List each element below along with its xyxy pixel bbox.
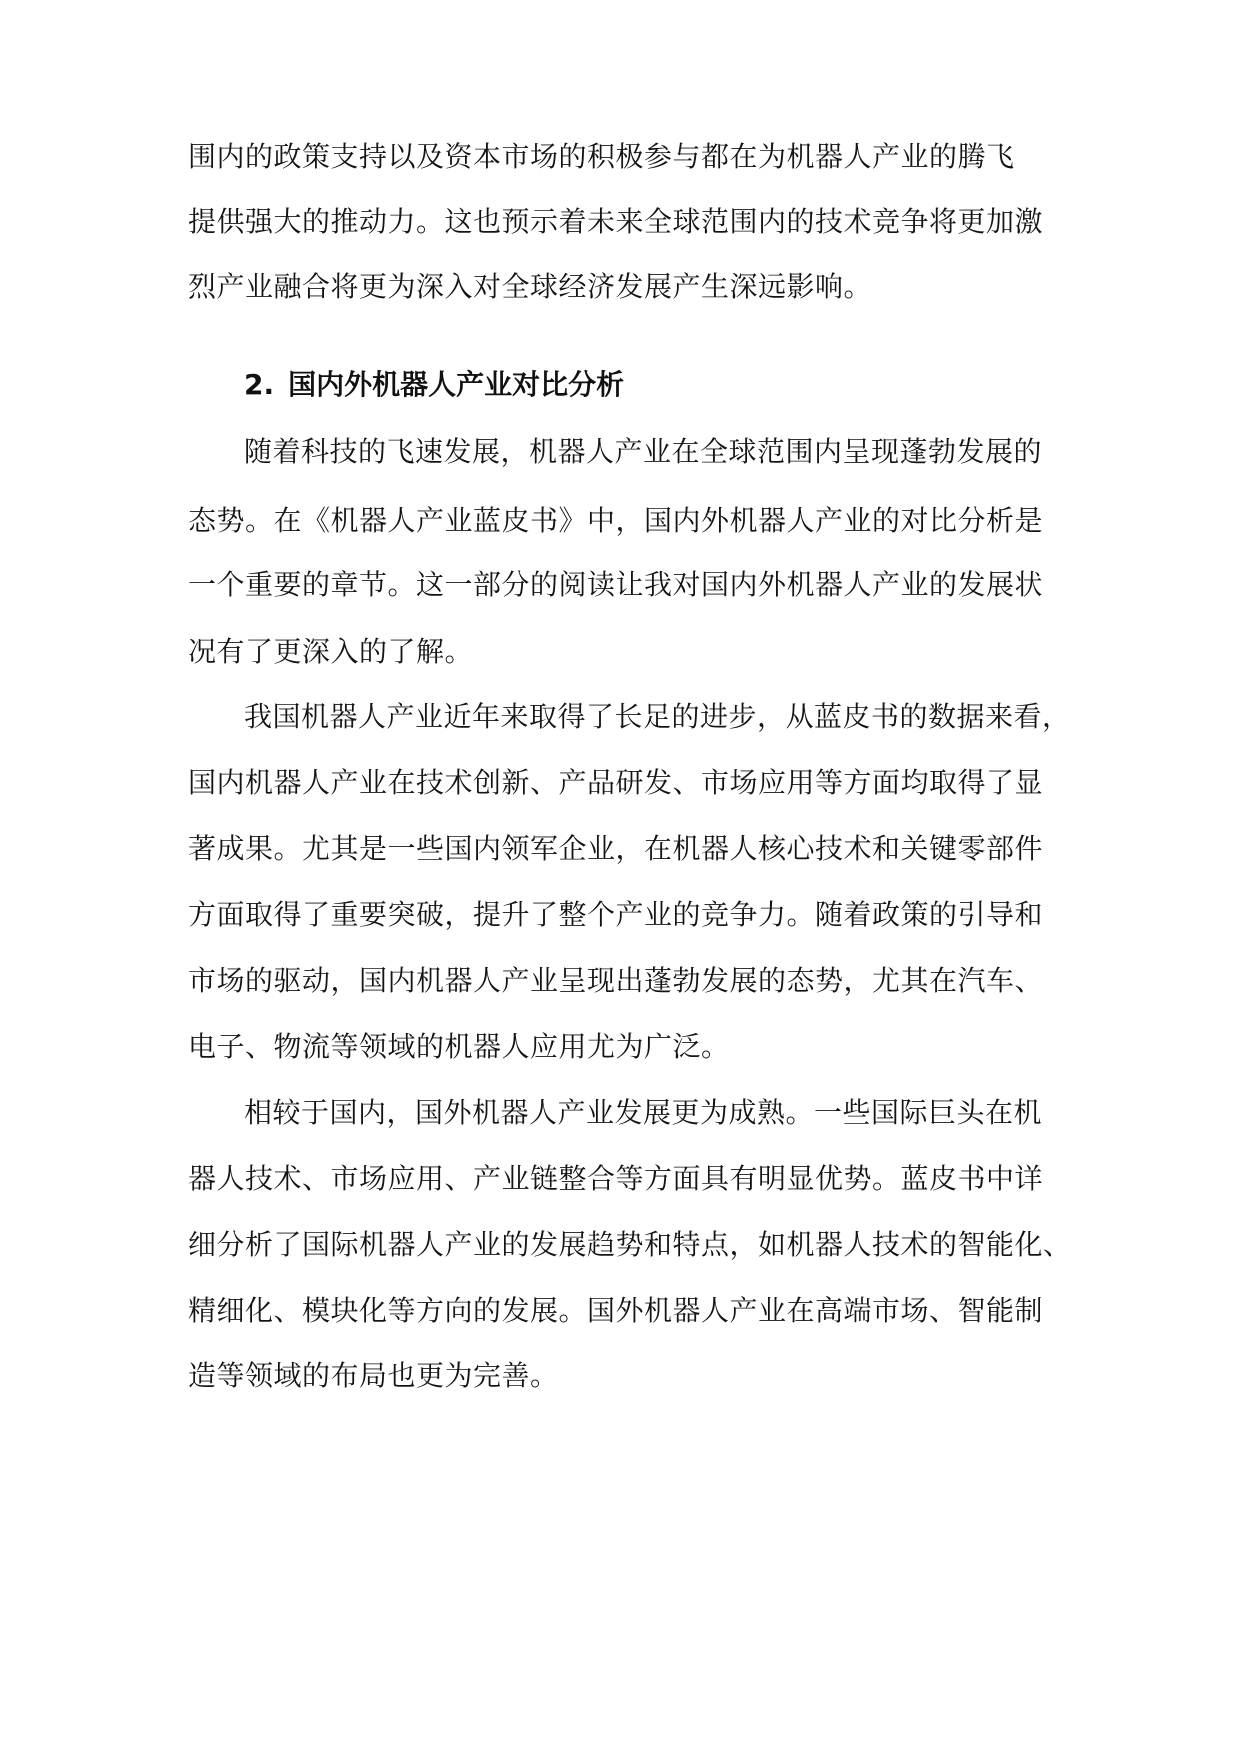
section-title: 国内外机器人产业对比分析 [288, 368, 625, 401]
section-number: 2. [244, 368, 275, 401]
section-heading [244, 355, 1044, 415]
text-line: 况有了更深入的了解。 [188, 635, 474, 668]
text-line: 造等领域的布局也更为完善。 [188, 1359, 559, 1392]
text-line: 相较于国内，国外机器人产业发展更为成熟。一些国际巨头在机 [244, 1096, 1043, 1129]
text-line: 方面取得了重要突破，提升了整个产业的竞争力。随着政策的引导和 [188, 898, 1044, 931]
text-line: 烈产业融合将更为深入对全球经济发展产生深远影响。 [188, 270, 873, 303]
text-line: 随着科技的飞速发展，机器人产业在全球范围内呈现蓬勃发展的 [244, 435, 1043, 468]
text-line: 电子、物流等领域的机器人应用尤为广泛。 [188, 1030, 730, 1063]
text-line: 精细化、模块化等方向的发展。国外机器人产业在高端市场、智能制 [188, 1294, 1044, 1327]
text-line: 一个重要的章节。这一部分的阅读让我对国内外机器人产业的发展状 [188, 568, 1044, 601]
text-line: 著成果。尤其是一些国内领军企业，在机器人核心技术和关键零部件 [188, 832, 1044, 865]
text-line: 提供强大的推动力。这也预示着未来全球范围内的技术竞争将更加激 [188, 205, 1044, 238]
text-line: 细分析了国际机器人产业的发展趋势和特点，如机器人技术的智能化、 [188, 1228, 1072, 1261]
text-line: 市场的驱动，国内机器人产业呈现出蓬勃发展的态势，尤其在汽车、 [188, 964, 1044, 997]
text-line: 态势。在《机器人产业蓝皮书》中，国内外机器人产业的对比分析是 [188, 504, 1044, 537]
text-line: 国内机器人产业在技术创新、产品研发、市场应用等方面均取得了显 [188, 766, 1044, 799]
text-line: 围内的政策支持以及资本市场的积极参与都在为机器人产业的腾飞 [188, 140, 1015, 173]
text-line: 器人技术、市场应用、产业链整合等方面具有明显优势。蓝皮书中详 [188, 1162, 1044, 1195]
text-line: 我国机器人产业近年来取得了长足的进步，从蓝皮书的数据来看， [244, 700, 1071, 733]
